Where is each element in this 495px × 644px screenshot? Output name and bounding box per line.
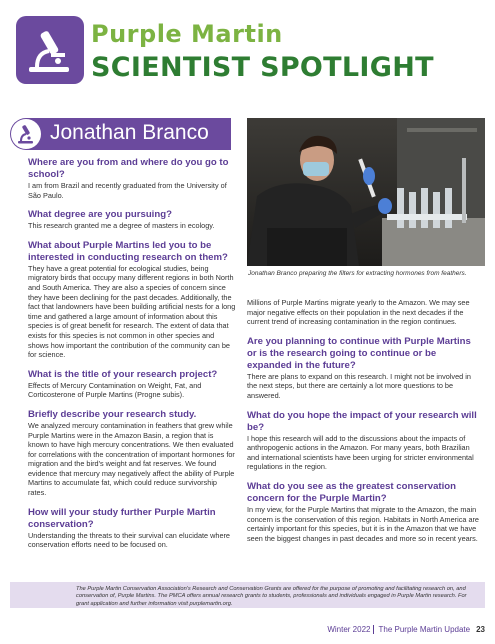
question-heading: Briefly describe your research study. [28, 408, 197, 420]
answer-text: This research granted me a degree of masters in ecology. [28, 221, 215, 231]
answer-text: I hope this research will add to the discussions about the impacts of anthropogenic actions in the Amazon. For many years, both Brazilian and international scientists have been urging for stricter environmental regulations in the region. [247, 433, 474, 472]
photo-caption: Jonathan Branco preparing the filters for extracting hormones from feathers. [248, 270, 467, 277]
microscope-logo [16, 16, 84, 84]
question-heading: What do you see as the greatest conservation concern for the Purple Martin? [247, 480, 456, 504]
publication-label: The Purple Martin Update [373, 625, 470, 634]
question-heading: How will your study further Purple Martin conservation? [28, 506, 216, 530]
answer-text: In my view, for the Purple Martins that migrate to the Amazon, the main concern is the conservation of this region. Habitats in North America are certainly important for this species, but it is in the Amazon that we have seen the biggest changes in past decades and more so in recent years. [247, 504, 479, 543]
header-title-line2: SCIENTIST SPOTLIGHT [91, 52, 434, 83]
left-column [28, 157, 236, 550]
question-heading: Are you planning to continue with Purple Martins or is the research going to continue or be expanded in the future? [247, 335, 471, 371]
answer-text: There are plans to expand on this research. I might not be involved in the next steps, but there are certainly a lot more questions to be answered. [247, 371, 471, 400]
answer-text: I am from Brazil and recently graduated from the University of São Paulo. [28, 181, 227, 200]
scientist-name-bar [10, 118, 231, 150]
intro-text: Millions of Purple Martins migrate yearly to the Amazon. We may see major negative effects on their population in the next decades if the current trend of increasing contamination in the region continues. [247, 298, 470, 327]
answer-text: We analyzed mercury contamination in feathers that grew while Purple Martins were in the Amazon Basin, a region that is known to have high mercury concentrations. We then evaluated for correlations with the concentration of important hormones for migration and the bird's weight and fat reserves. We found evidence that mercury may negatively affect the ability of Purple Martins to accumulate fat, which could reduce survivorship rates. [28, 420, 235, 498]
question-heading: What is the title of your research project? [28, 368, 218, 380]
page-footer [327, 625, 485, 634]
lab-photo [247, 118, 485, 266]
question-heading: What do you hope the impact of your research will be? [247, 409, 477, 433]
question-heading: What about Purple Martins led you to be interested in conducting research on them? [28, 239, 228, 263]
answer-text: Understanding the threats to their survival can elucidate where conservation efforts need to be focused on. [28, 530, 230, 550]
scientist-name: Jonathan Branco [50, 121, 209, 144]
header-title-line1: Purple Martin [91, 20, 283, 48]
microscope-icon [11, 119, 41, 149]
page-number: 23 [476, 625, 485, 634]
grant-note-box [10, 582, 485, 608]
answer-text: They have a great potential for ecological studies, being migratory birds that occupy many different regions in both North and South America. They are also a species of concern since they have been declining for the past decades. Additionally, the fact that landowners have been building artificial nests for a long time and gathered a large amount of information about this species is of great benefit for research. The extent of data that exists for this species is not common in other species and shows how important the contribution of the community can be for science. [28, 263, 236, 360]
issue-label: Winter 2022 [327, 625, 371, 634]
question-heading: What degree are you pursuing? [28, 209, 172, 221]
grant-note-text: The Purple Martin Conservation Association's Research and Conservation Grants are offered for the purpose of promoting and facilitating research on, and conservation of, Purple Martins. The PMCA offers annual research grants to students, professionals and individuals engaged in Purple Martin research. For grant application and further information visit purplemartin.org. [76, 586, 467, 607]
question-heading: Where are you from and where do you go to school? [28, 157, 229, 180]
answer-text: Effects of Mercury Contamination on Weight, Fat, and Corticosterone of Purple Martins (Progne subis). [28, 380, 202, 400]
microscope-icon [23, 23, 77, 77]
right-column [247, 298, 483, 543]
